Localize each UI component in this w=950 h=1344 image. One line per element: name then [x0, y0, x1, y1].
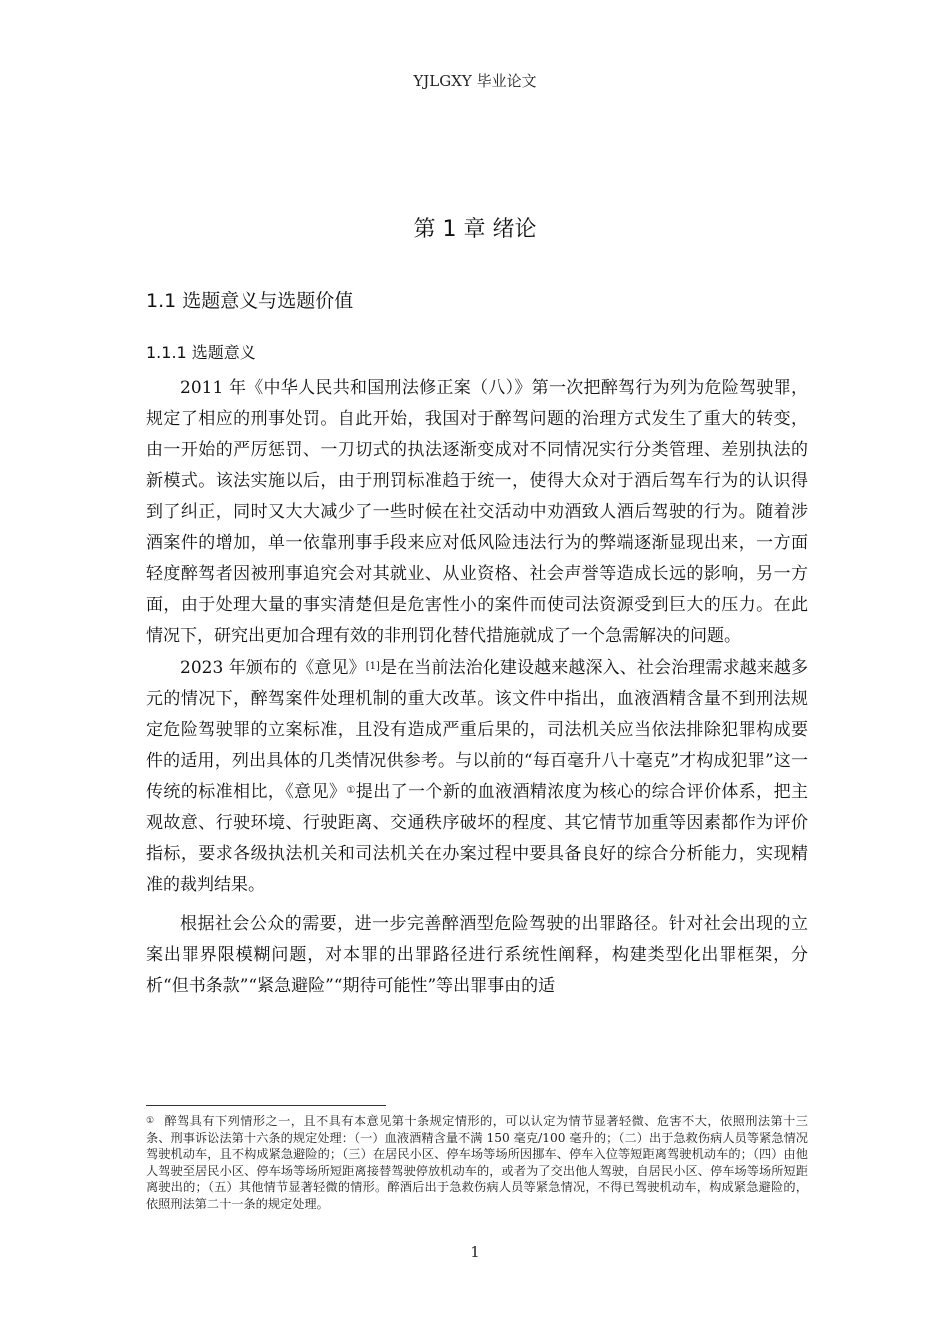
body-text [146, 373, 808, 1002]
page-number: 1 [470, 1243, 480, 1261]
paragraph-text: 是在当前法治化建设越来越深入、社会治理需求越来越多元的情况下，醉驾案件处理机制的重大改革。该文件中指出，血液酒精含量不到刑法规定危险驾驶罪的立案标准，且没有造成严重后果的，司法机关应当依法排除犯罪构成要件的适用，列出具体的几类情况供参考。与以前的“每百毫升八十毫克”才构成犯罪”这一传统的标准相比，《意见》 [146, 658, 809, 802]
section-title: 1.1 选题意义与选题价值 [146, 290, 354, 312]
paragraph [146, 653, 808, 901]
citation-reference[interactable]: [1] [365, 661, 380, 672]
paragraph: 2011 年《中华人民共和国刑法修正案（八）》第一次把醉驾行为列为危险驾驶罪，规定了相应的刑事处罚。自此开始，我国对于醉驾问题的治理方式发生了重大的转变，由一开始的严厉惩罚、一刀切式的执法逐渐变成对不同情况实行分类管理、差别执法的新模式。该法实施以后，由于刑罚标准趋于统一，使得大众对于酒后驾车行为的认识得到了纠正，同时又大大减少了一些时候在社交活动中劝酒致人酒后驾驶的行为。随着涉酒案件的增加，单一依靠刑事手段来应对低风险违法行为的弊端逐渐显现出来，一方面轻度醉驾者因被刑事追究会对其就业、从业资格、社会声誉等造成长远的影响，另一方面，由于处理大量的事实清楚但是危害性小的案件而使司法资源受到巨大的压力。在此情况下，研究出更加合理有效的非刑罚化替代措施就成了一个急需解决的问题。 [146, 378, 808, 646]
footnote-mark: ① [146, 1116, 155, 1126]
footnote-separator [146, 1105, 386, 1106]
paragraph: 根据社会公众的需要，进一步完善醉酒型危险驾驶的出罪路径。针对社会出现的立案出罪界限模糊问题，对本罪的出罪路径进行系统性阐释，构建类型化出罪框架，分析“但书条款”“紧急避险”“期待可能性”等出罪事由的适 [146, 914, 808, 996]
paragraph-text: 提出了一个新的血液酒精浓度为核心的综合评价体系，把主观故意、行驶环境、行驶距离、交通秩序破坏的程度、其它情节加重等因素都作为评价指标，要求各级执法机关和司法机关在办案过程中要具备良好的综合分析能力，实现精准的裁判结果。 [146, 782, 808, 895]
footnote-text: 醉驾具有下列情形之一，且不具有本意见第十条规定情形的，可以认定为情节显著轻微、危害不大，依照刑法第十三条、刑事诉讼法第十六条的规定处理：（一）血液酒精含量不满 150 毫克/100 毫升的；（二）出于急救伤病人员等紧急情况驾驶机动车，且不构成紧急避险的；（三）在居民小区、停车场等场所因挪车、停车入位等短距离驾驶机动车的；（四）由他人驾驶至居民小区、停车场等场所短距离接替驾驶停放机动车的，或者为了交出他人驾驶，自居民小区、停车场等场所短距离驶出的；（五）其他情节显著轻微的情形。醉酒后出于急救伤病人员等紧急情况，不得已驾驶机动车，构成紧急避险的，依照刑法第二十一条的规定处理。 [146, 1114, 808, 1211]
footnote [146, 1113, 808, 1212]
paragraph-text: 2023 年颁布的《意见》 [180, 658, 366, 678]
chapter-title: 第 1 章 绪论 [413, 217, 537, 242]
subsection-title: 1.1.1 选题意义 [146, 343, 256, 362]
running-header: YJLGXY 毕业论文 [413, 72, 537, 90]
footnote-reference[interactable]: ① [346, 785, 356, 796]
